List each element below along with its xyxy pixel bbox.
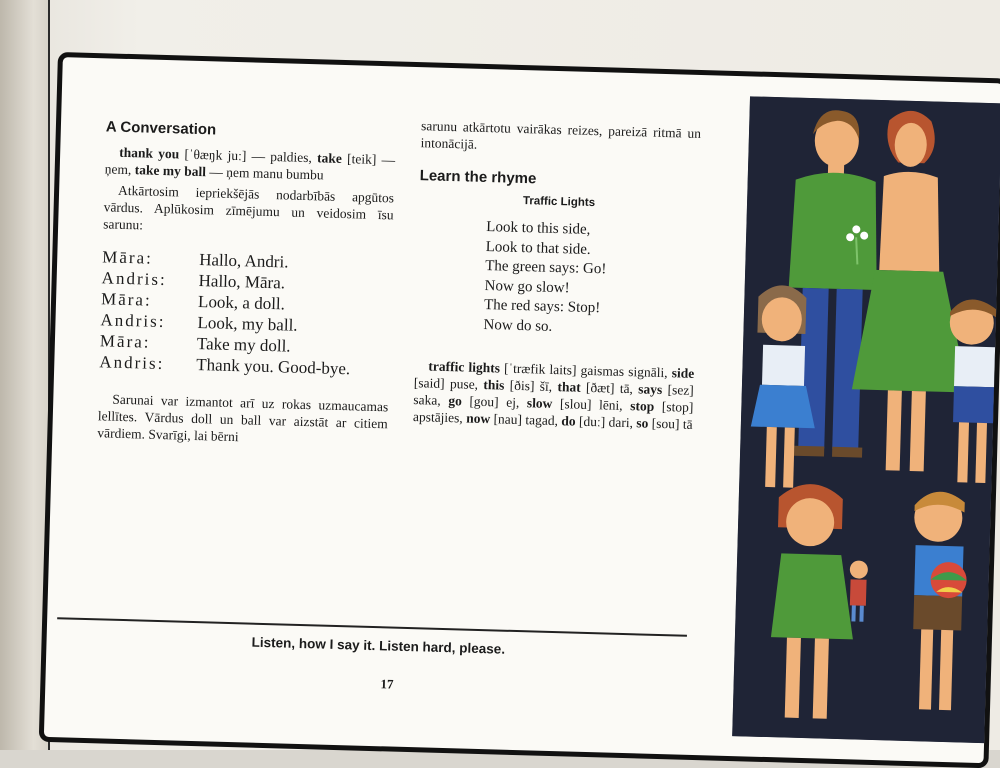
right-column — [413, 117, 702, 437]
dialogue-line: Andris: Look, my ball. — [100, 310, 298, 335]
left-column — [97, 118, 396, 453]
dialogue-line: Andris: Hallo, Māra. — [101, 268, 286, 293]
poem — [483, 218, 698, 341]
after-paragraph: Sarunai var izmantot arī uz rokas uzmaucamas lellītes. Vārdus doll un ball var aizstāt ar citiem vārdiem. Svarīgi, lai bērni — [97, 391, 389, 445]
page-frame — [39, 52, 1000, 768]
dialogue-line: Māra: Hallo, Andri. — [102, 247, 289, 272]
rhyme-title: Traffic Lights — [522, 195, 596, 210]
dialogue-line: Māra: Look, a doll. — [100, 289, 286, 314]
continued-paragraph: sarunu atkārtotu vairākas reizes, pareizā ritmā un intonācijā. — [420, 118, 702, 152]
poem-line: The red says: Stop! — [483, 296, 601, 317]
vocabulary-note: thank you [ˈθæŋk juː] — paldies, take [teik] — ņem, take my ball — ņem manu bumbu — [104, 144, 396, 183]
poem-line: Look to this side, — [486, 219, 591, 238]
poem-line: The green says: Go! — [484, 258, 607, 278]
poem-line: Now go slow! — [484, 277, 570, 296]
footer-rule — [57, 617, 687, 637]
conversation-heading: A Conversation — [105, 118, 217, 139]
rhyme-heading: Learn the rhyme — [419, 167, 537, 188]
poem-line: Now do so. — [483, 316, 553, 335]
footer-text: Listen, how I say it. Listen hard, please. — [251, 634, 506, 657]
family-children-illustration — [732, 96, 1000, 743]
poem-line: Look to that side. — [485, 238, 591, 258]
dialogue — [99, 246, 392, 380]
page-number: 17 — [380, 676, 394, 692]
intro-paragraph: Atkārtosim iepriekšējās nodarbībās apgūtos vārdus. Aplūkosim zīmējumu un veidosim īsu sarunu: — [103, 182, 395, 233]
illustration-svg — [732, 96, 1000, 743]
glossary-paragraph: traffic lights [ˈtræfik laits] gaismas signāli, side [said] puse, this [ðis] šī, that [ðæt] tā, says [sez] saka, go [gou] ej, slow [slou] lēni, stop [stop] apstājies, now [nau] tagad, do [duː] dari, so [sou] tā — [412, 358, 695, 432]
dialogue-line: Māra: Take my doll. — [99, 331, 291, 356]
dialogue-line: Andris: Thank you. Good-bye. — [99, 352, 351, 379]
